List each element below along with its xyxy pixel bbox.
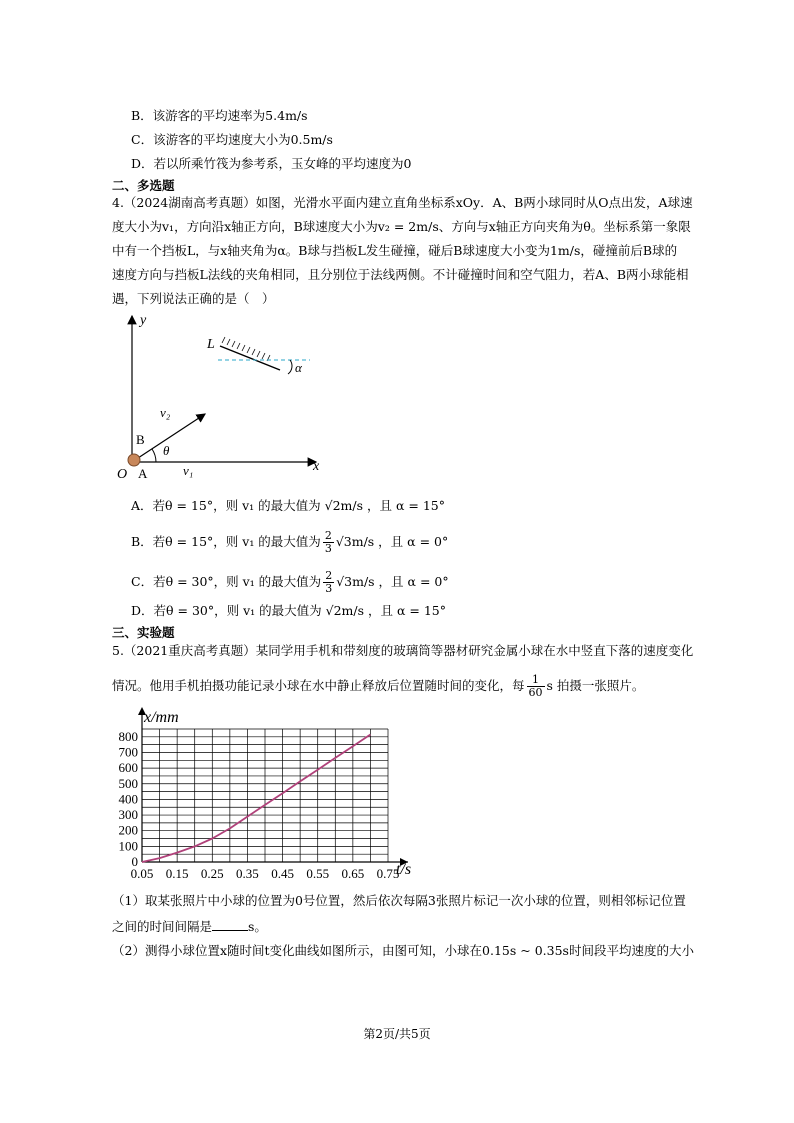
q4-option-b-pre: B．若θ = 15°，则 v₁ 的最大值为 xyxy=(131,534,321,549)
alpha-label: α xyxy=(295,360,302,375)
origin-label: O xyxy=(117,467,128,482)
q5-stem-line: 情况。他用手机拍摄功能记录小球在水中静止释放后位置随时间的变化，每 $\frac{1}{60}$ s 拍摄一张照片。 xyxy=(112,673,645,699)
q4-stem-line: 速度方向与挡板L法线的夹角相同，且分别位于法线两侧。不计碰撞时间和空气阻力，若A、B两小球能相 xyxy=(112,267,689,282)
ball-b-label: B xyxy=(136,432,145,447)
x-tick-label: 0.05 xyxy=(130,866,154,881)
section-heading-multi: 二、多选题 xyxy=(112,178,175,193)
q4-option-c-pre: C．若θ = 30°，则 v₁ 的最大值为 xyxy=(131,574,322,589)
x-tick-label: 0.25 xyxy=(200,866,224,881)
v2-arrow xyxy=(135,414,205,460)
y-tick-label: 300 xyxy=(118,807,138,823)
q4-option-b-post: √3m/s ，且 α = 0° xyxy=(335,534,449,549)
y-tick-label: 100 xyxy=(118,838,138,854)
q4-stem-line: 度大小为v₁，方向沿x轴正方向，B球速度大小为v₂ = 2m/s、方向与x轴正方向夹角为θ。坐标系第一象限 xyxy=(112,219,691,234)
x-tick-label: 0.65 xyxy=(341,866,365,881)
y-tick-label: 700 xyxy=(118,744,138,760)
ball-a-label: A xyxy=(138,466,148,481)
v2-label: v₂ xyxy=(160,405,171,420)
q4-stem-line: 4.（2024湖南高考真题）如图，光滑水平面内建立直角坐标系xOy．A、B两小球同时从O点出发，A球速 xyxy=(112,195,693,210)
q4-option-d[interactable]: D．若θ = 30°，则 v₁ 的最大值为 √2m/s ，且 α = 15° xyxy=(131,603,446,618)
q4-option-a[interactable]: A．若θ = 15°，则 v₁ 的最大值为 √2m/s ，且 α = 15° xyxy=(131,498,445,513)
q3-option-b[interactable]: B．该游客的平均速率为5.4m/s xyxy=(131,108,308,123)
v1-label: v₁ xyxy=(183,463,194,478)
y-tick-label: 400 xyxy=(118,791,138,807)
page-footer: 第2页/共5页 xyxy=(363,1027,431,1041)
x-tick-label: 0.15 xyxy=(165,866,189,881)
q5-sub1-line: （1）取某张照片中小球的位置为0号位置，然后依次每隔3张照片标记一次小球的位置，则相邻标记位置 xyxy=(112,893,686,908)
y-axis-label: y xyxy=(140,313,147,328)
q5-stem-line: 5.（2021重庆高考真题）某同学用手机和带刻度的玻璃筒等器材研究金属小球在水中竖直下落的速度变化 xyxy=(112,643,694,658)
ball-icon xyxy=(128,454,140,466)
x-tick-label: 0.35 xyxy=(236,866,259,881)
x-axis-label: x xyxy=(313,459,320,474)
y-tick-label: 500 xyxy=(118,775,138,791)
q4-diagram xyxy=(110,310,340,482)
theta-arc xyxy=(152,449,156,462)
q4-option-b[interactable] xyxy=(131,530,448,555)
board-line xyxy=(220,346,280,370)
q5-sub2-line: （2）测得小球位置x随时间t变化曲线如图所示，由图可知，小球在0.15s ~ 0.35s时间段平均速度的大小 xyxy=(112,943,694,958)
y-tick-label: 600 xyxy=(118,760,138,776)
q4-stem-line: 遇，下列说法正确的是（ ） xyxy=(112,291,275,306)
q5-sub1-line: 之间的时间间隔是 s。 xyxy=(112,919,267,934)
q4-stem-line: 中有一个挡板L，与x轴夹角为α。B球与挡板L发生碰撞，碰后B球速度大小变为1m/s，碰撞前后B球的 xyxy=(112,243,678,258)
q4-option-c-post: √3m/s ，且 α = 0° xyxy=(336,574,449,589)
x-tick-label: 0.75 xyxy=(376,866,400,881)
alpha-arc xyxy=(288,360,292,374)
x-tick-label: 0.55 xyxy=(306,866,330,881)
fraction: $\frac{1}{60}$ xyxy=(528,673,543,699)
fraction: $\frac{2}{3}$ xyxy=(325,569,333,595)
y-axis-label: x/mm xyxy=(144,709,179,726)
series-line xyxy=(142,735,370,863)
x-t-chart xyxy=(108,706,428,886)
board-label: L xyxy=(207,337,215,352)
x-axis-label: t/s xyxy=(396,861,412,878)
x-tick-label: 0.45 xyxy=(271,866,294,881)
q4-option-c[interactable] xyxy=(131,570,449,595)
y-tick-label: 200 xyxy=(118,822,138,838)
fraction: $\frac{2}{3}$ xyxy=(324,529,332,555)
q3-option-d[interactable]: D．若以所乘竹筏为参考系，玉女峰的平均速度为0 xyxy=(131,156,412,171)
q3-option-c[interactable]: C．该游客的平均速度大小为0.5m/s xyxy=(131,132,333,147)
y-tick-label: 0 xyxy=(131,854,138,869)
answer-blank[interactable] xyxy=(212,918,248,931)
y-tick-label: 800 xyxy=(118,728,138,744)
theta-label: θ xyxy=(163,443,170,458)
section-heading-experiment: 三、实验题 xyxy=(112,625,175,640)
